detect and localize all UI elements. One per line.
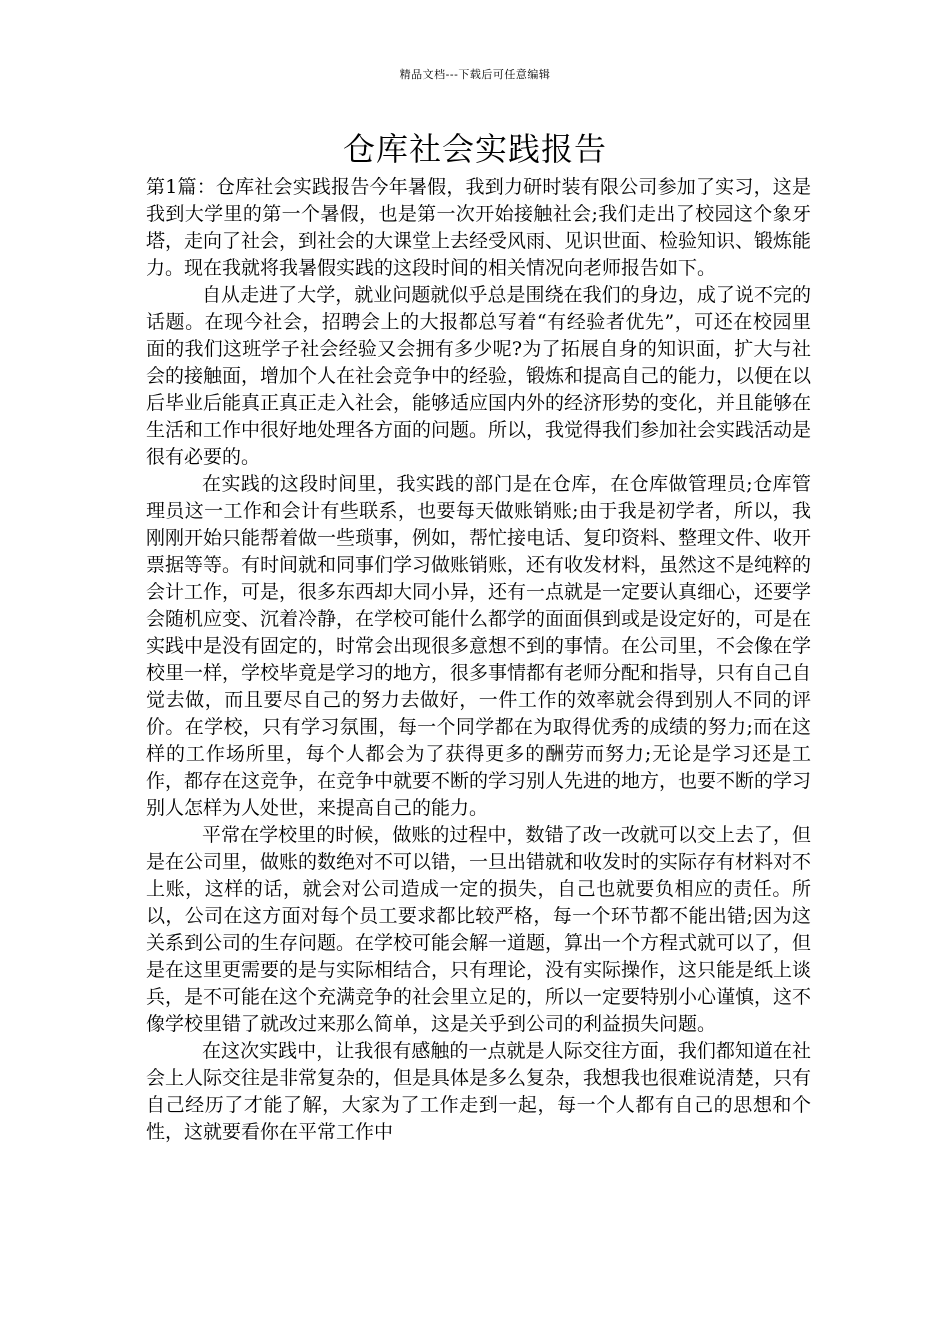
paragraph-2: 自从走进了大学，就业问题就似乎总是围绕在我们的身边，成了说不完的话题。在现今社会，招聘会上的大报都总写着“有经验者优先”，可还在校园里面的我们这班学子社会经验又会拥有多少呢?为了拓展自身的知识面，扩大与社会的接触面，增加个人在社会竞争中的经验，锻炼和提高自己的能力，以便在以后毕业后能真正真正走入社会，能够适应国内外的经济形势的变化，并且能够在生活和工作中很好地处理各方面的问题。所以，我觉得我们参加社会实践活动是很有必要的。 (146, 284, 812, 468)
document-body (146, 174, 811, 1146)
paragraph-3: 在实践的这段时间里，我实践的部门是在仓库，在仓库做管理员;仓库管理员这一工作和会计有些联系，也要每天做账销账;由于我是初学者，所以，我刚刚开始只能帮着做一些琐事，例如，帮忙接电话、复印资料、整理文件、收开票据等等。有时间就和同事们学习做账销账，还有收发材料，虽然这不是纯粹的会计工作，可是，很多东西却大同小异，还有一点就是一定要认真细心，还要学会随机应变、沉着冷静，在学校可能什么都学的面面俱到或是设定好的，可是在实践中是没有固定的，时常会出现很多意想不到的事情。在公司里，不会像在学校里一样，学校毕竟是学习的地方，很多事情都有老师分配和指导，只有自己自觉去做，而且要尽自己的努力去做好，一件工作的效率就会得到别人不同的评价。在学校，只有学习氛围，每一个同学都在为取得优秀的成绩的努力;而在这样的工作场所里，每个人都会为了获得更多的酬劳而努力;无论是学习还是工作，都存在这竞争，在竞争中就要不断的学习别人先进的地方，也要不断的学习别人怎样为人处世，来提高自己的能力。 (146, 473, 812, 819)
paragraph-5: 在这次实践中，让我很有感触的一点就是人际交往方面，我们都知道在社会上人际交往是非常复杂的，但是具体是多么复杂，我想我也很难说清楚，只有自己经历了才能了解，大家为了工作走到一起，每一个人都有自己的思想和个性，这就要看你在平常工作中 (146, 1040, 812, 1143)
document-title: 仓库社会实践报告 (342, 130, 607, 168)
header-note: 精品文档---下载后可任意编辑 (399, 68, 551, 81)
paragraph-4: 平常在学校里的时候，做账的过程中，数错了改一改就可以交上去了，但是在公司里，做账的数绝对不可以错，一旦出错就和收发时的实际存有材料对不上账，这样的话，就会对公司造成一定的损失，自己也就要负相应的责任。所以，公司在这方面对每个员工要求都比较严格，每一个环节都不能出错;因为这关系到公司的生存问题。在学校可能会解一道题，算出一个方程式就可以了，但是在这里更需要的是与实际相结合，只有理论，没有实际操作，这只能是纸上谈兵，是不可能在这个充满竞争的社会里立足的，所以一定要特别小心谨慎，这不像学校里错了就改过来那么简单，这是关乎到公司的利益损失问题。 (146, 824, 812, 1035)
paragraph-1: 第1篇：仓库社会实践报告今年暑假，我到力研时装有限公司参加了实习，这是我到大学里的第一个暑假，也是第一次开始接触社会;我们走出了校园这个象牙塔，走向了社会，到社会的大课堂上去经受风雨、见识世面、检验知识、锻炼能力。现在我就将我暑假实践的这段时间的相关情况向老师报告如下。 (146, 176, 812, 279)
